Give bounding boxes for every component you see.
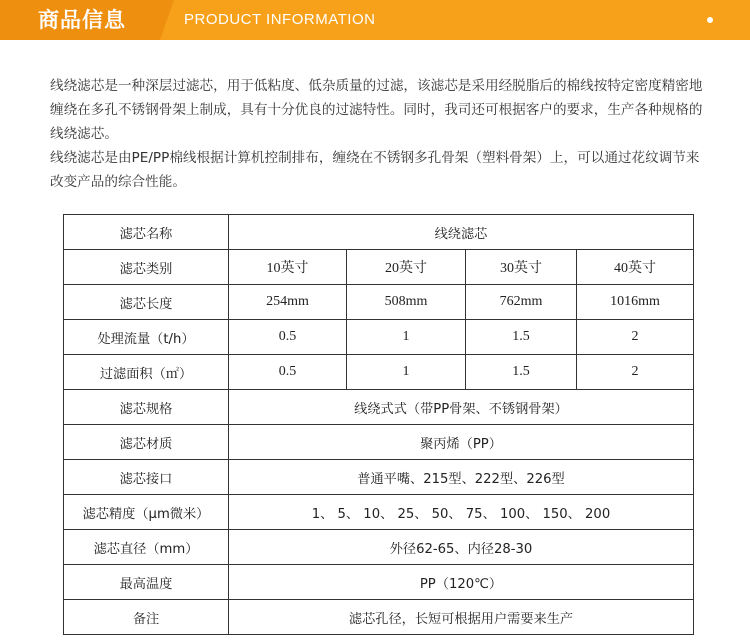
dot-icon [707,17,713,23]
cell-value: 1.5 [466,320,577,355]
row-label: 处理流量（t/h） [64,320,229,355]
row-label: 滤芯精度（μm微米） [64,495,229,530]
spec-table [63,214,694,635]
table-row [64,250,694,285]
row-value: 线绕式式（带PP骨架、不锈钢骨架） [229,390,694,425]
cell-value: 2 [577,320,694,355]
product-description [50,74,710,194]
row-label: 滤芯名称 [64,215,229,250]
header-slant-decoration [160,0,174,40]
table-row [64,460,694,495]
row-label: 滤芯直径（mm） [64,530,229,565]
cell-value: 762mm [466,285,577,320]
cell-value: 508mm [347,285,466,320]
cell-value: 1 [347,355,466,390]
section-title: 商品信息 [38,8,126,32]
row-label: 滤芯类别 [64,250,229,285]
cell-value: 40英寸 [577,250,694,285]
description-paragraph: 线绕滤芯是一种深层过滤芯，用于低粘度、低杂质量的过滤，该滤芯是采用经脱脂后的棉线按特定密度精密地缠绕在多孔不锈钢骨架上制成，具有十分优良的过滤特性。同时，我司还可根据客户的要求，生产各种规格的线绕滤芯。 [50,78,703,142]
section-subtitle-en: PRODUCT INFORMATION [184,11,376,28]
row-value: 普通平嘴、215型、222型、226型 [229,460,694,495]
row-label: 滤芯材质 [64,425,229,460]
row-value: 滤芯孔径，长短可根据用户需要来生产 [229,600,694,635]
row-label: 备注 [64,600,229,635]
row-value: 聚丙烯（PP） [229,425,694,460]
cell-value: 0.5 [229,320,347,355]
row-label: 滤芯长度 [64,285,229,320]
cell-value: 254mm [229,285,347,320]
cell-value: 1.5 [466,355,577,390]
row-label: 过滤面积（㎡） [64,355,229,390]
table-row [64,495,694,530]
cell-value: 10英寸 [229,250,347,285]
cell-value: 0.5 [229,355,347,390]
table-row [64,355,694,390]
table-row [64,390,694,425]
row-label: 最高温度 [64,565,229,600]
row-value: 1、 5、 10、 25、 50、 75、 100、 150、 200 [229,495,694,530]
table-row [64,215,694,250]
cell-value: 2 [577,355,694,390]
row-label: 滤芯规格 [64,390,229,425]
cell-value: 30英寸 [466,250,577,285]
table-row [64,530,694,565]
table-row [64,285,694,320]
row-label: 滤芯接口 [64,460,229,495]
row-value: PP（120℃） [229,565,694,600]
table-row [64,320,694,355]
row-value: 线绕滤芯 [229,215,694,250]
description-paragraph: 线绕滤芯是由PE/PP棉线根据计算机控制排布，缠绕在不锈钢多孔骨架（塑料骨架）上，可以通过花纹调节来改变产品的综合性能。 [50,150,700,190]
table-row [64,600,694,635]
table-row [64,565,694,600]
row-value: 外径62-65、内径28-30 [229,530,694,565]
cell-value: 1 [347,320,466,355]
cell-value: 20英寸 [347,250,466,285]
section-header [0,0,750,40]
table-row [64,425,694,460]
cell-value: 1016mm [577,285,694,320]
